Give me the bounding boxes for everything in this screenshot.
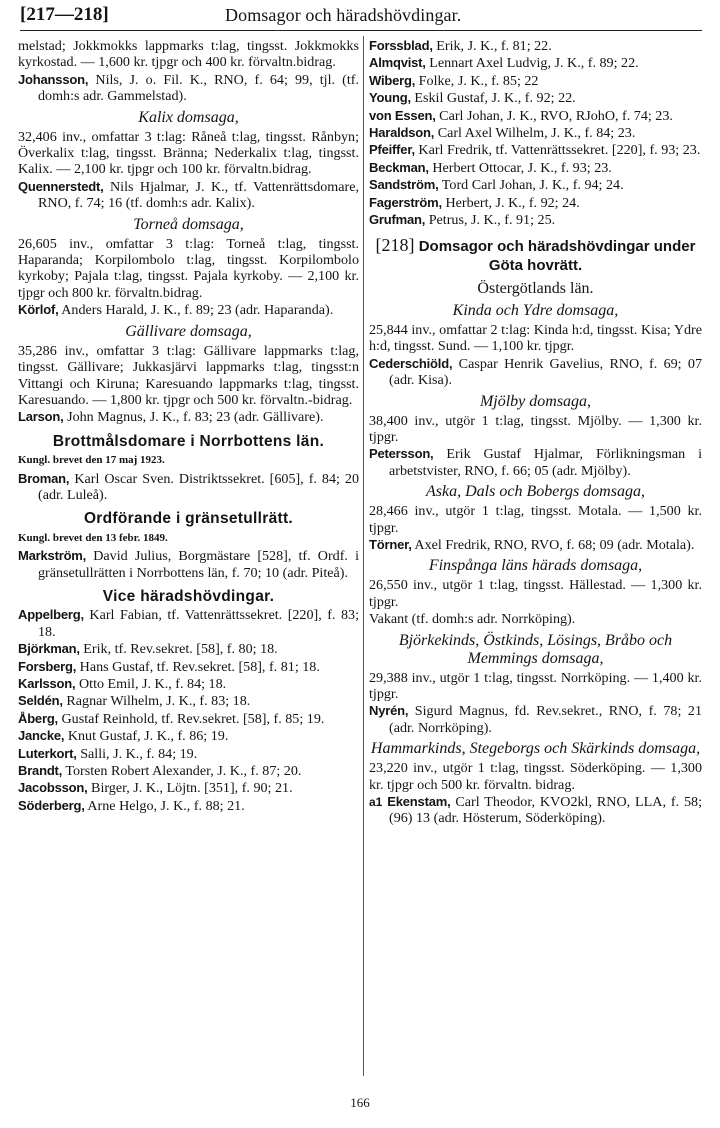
entry-name: Sandström, (369, 177, 439, 193)
entry-text: Caspar Henrik Gavelius, RNO, f. 69; 07 (adr. Kisa). (389, 355, 702, 389)
list-item (18, 798, 359, 814)
section-text: 32,406 inv., omfattar 3 t:lag: Råneå t:lag, tingsst. Rånbyn; Överkalix t:lag, tingsst. Bränna; Nederkalix t:lag, tingsst. Kalix. — 2,100 kr. tjpgr och 100 kr. förvaltn.bidrag. (18, 128, 359, 178)
entry-text: Eskil Gustaf, J. K., f. 92; 22. (410, 90, 576, 107)
entry-name: Brandt, (18, 763, 63, 779)
entry-text: Ragnar Wilhelm, J. K., f. 83; 18. (62, 693, 251, 710)
section-text: 25,844 inv., omfattar 2 t:lag: Kinda h:d, tingsst. Kisa; Ydre h:d, tingsst. Sund. — 1,100 kr. tjpgr. (369, 321, 702, 355)
list-item (369, 108, 702, 124)
list-item (18, 728, 359, 744)
entry-name: Körlof, (18, 302, 59, 318)
entry-name: Broman, (18, 470, 70, 486)
page-number: 166 (350, 1095, 370, 1110)
column-divider (363, 36, 364, 1076)
entry-text: Nils Hjalmar, J. K., tf. Vattenrättsdomare, RNO, f. 74; 16 (tf. domh:s adr. Kalix). (38, 178, 359, 212)
entry (18, 179, 359, 212)
county-heading: Östergötlands län. (477, 280, 594, 298)
entry-text: melstad; Jokkmokks lappmarks t:lag, tingsst. Jokkmokks kyrkostad. — 1,600 kr. tjpgr och 400 kr. förvaltn.bidrag. (18, 38, 359, 71)
list-item (369, 142, 702, 158)
section-heading: Finspånga läns härads domsaga, (428, 557, 643, 575)
list-item (18, 676, 359, 692)
entry-name: Jacobsson, (18, 780, 88, 796)
decree-line: Kungl. brevet den 17 maj 1923. (18, 454, 165, 467)
list-item (369, 73, 702, 89)
bold-heading: Ordförande i gränsetullrätt. (83, 510, 294, 528)
entry-name: Seldén, (18, 693, 63, 709)
chapter-number: [218] (375, 235, 415, 256)
entry-name: Johansson, (18, 71, 89, 87)
entry-text: Arne Helgo, J. K., f. 88; 21. (84, 797, 245, 814)
entry-text: Axel Fredrik, RNO, RVO, f. 68; 09 (adr. Motala). (411, 536, 695, 553)
section-heading: Torneå domsaga, (133, 215, 244, 233)
entry-text: John Magnus, J. K., f. 83; 23 (adr. Gällivare). (63, 409, 324, 426)
bold-heading: Brottmålsdomare i Norrbottens län. (52, 432, 325, 450)
entry (18, 409, 359, 425)
section-heading: Aska, Dals och Bobergs domsaga, (426, 483, 645, 501)
list-item (18, 780, 359, 796)
vice-list (18, 607, 359, 814)
list-item (18, 746, 359, 762)
decree-line: Kungl. brevet den 13 febr. 1849. (18, 531, 168, 544)
list-item (369, 195, 702, 211)
list-item (18, 641, 359, 657)
entry-text: Sigurd Magnus, fd. Rev.sekret., RNO, f. 78; 21 (adr. Norrköping). (389, 703, 702, 736)
entry (369, 537, 702, 553)
entry-name: Cederschiöld, (369, 355, 453, 371)
entry-text: Otto Emil, J. K., f. 84; 18. (75, 676, 227, 692)
entry-text: Herbert, J. K., f. 92; 24. (441, 194, 580, 211)
entry-text: Torsten Robert Alexander, J. K., f. 87; 20. (62, 763, 302, 780)
entry-name: Åberg, (18, 710, 58, 726)
section-heading: Kinda och Ydre domsaga, (452, 301, 619, 319)
entry-text: Knut Gustaf, J. K., f. 86; 19. (64, 728, 229, 745)
list-item (18, 607, 359, 640)
list-item (369, 212, 702, 228)
entry-text: Salli, J. K., f. 84; 19. (76, 745, 198, 762)
entry-text: Tord Carl Johan, J. K., f. 94; 24. (438, 177, 624, 194)
section-text: 29,388 inv., utgör 1 t:lag, tingsst. Norrköping. — 1,400 kr. tjpgr. (369, 669, 702, 702)
entry-text: Erik, tf. Rev.sekret. [58], f. 80; 18. (79, 641, 278, 658)
section-heading: Mjölby domsaga, (479, 392, 592, 410)
entry (369, 703, 702, 736)
section-heading: Hammarkinds, Stegeborgs och Skärkinds domsaga, (370, 740, 701, 758)
entry-text: Karl Fredrik, tf. Vattenrättssekret. [220], f. 93; 23. (414, 142, 701, 159)
section-text: 28,466 inv., utgör 1 t:lag, tingsst. Motala. — 1,500 kr. tjpgr. (369, 503, 702, 536)
entry-text: Erik, J. K., f. 81; 22. (432, 38, 552, 54)
entry-name: Nyrén, (369, 703, 409, 719)
entry-name: Ekenstam, (387, 794, 451, 809)
entry-name: Karlsson, (18, 676, 76, 691)
entry-name: Pfeiffer, (369, 142, 415, 158)
vice-list-continued (369, 38, 702, 228)
chapter-title: Domsagor och häradshövdingar under Göta hovrätt. (418, 238, 696, 275)
entry (369, 446, 702, 479)
list-item (18, 711, 359, 727)
entry-text: Karl Oscar Sven. Distriktssekret. [605], f. 84; 20 (adr. Luleå). (38, 470, 359, 503)
list-item (369, 177, 702, 193)
bold-heading: Vice häradshövdingar. (102, 587, 275, 605)
entry-text: Petrus, J. K., f. 91; 25. (425, 212, 556, 229)
vacancy-note: Vakant (tf. domh:s adr. Norrköping). (369, 611, 576, 628)
entry-text: Carl Theodor, KVO2kl, RNO, LLA, f. 58; (96) 13 (adr. Hösterum, Söderköping). (389, 794, 702, 827)
entry-name: Fagerström, (369, 194, 442, 210)
entry (369, 794, 702, 827)
section-text: 35,286 inv., omfattar 3 t:lag: Gällivare lappmarks t:lag, tingsst. Gällivare; Jukkasjärvi lappmarks t:lag, tingsst:n Vittangi och Kiruna; Karesuando lappmarks t:lag, tingsst. Karesuando. — 1,800 kr. tjpgr och 500 kr. förvaltn.-bidrag. (18, 342, 359, 408)
entry-name: Luterkort, (18, 745, 77, 761)
entry-name: Petersson, (369, 446, 434, 462)
entry-name: Young, (369, 90, 411, 106)
running-title: Domsagor och häradshövdingar. (225, 5, 462, 25)
entry (18, 471, 359, 504)
entry-name: Grufman, (369, 212, 426, 228)
section-heading: Gällivare domsaga, (125, 322, 252, 340)
entry-text: Gustaf Reinhold, tf. Rev.sekret. [58], f. 85; 19. (57, 710, 325, 727)
section-text: 26,550 inv., utgör 1 t:lag, tingsst. Hällestad. — 1,300 kr. tjpgr. (369, 577, 702, 610)
page-range: [217—218] (20, 4, 109, 25)
list-item (369, 125, 702, 141)
entry-name: Söderberg, (18, 797, 85, 813)
entry-name: Quennerstedt, (18, 178, 104, 194)
entry-text: Birger, J. K., Löjtn. [351], f. 90; 21. (87, 780, 293, 797)
entry-text: Karl Fabian, tf. Vattenrättssekret. [220], f. 83; 18. (38, 607, 359, 640)
entry-name: Almqvist, (369, 55, 426, 71)
entry-text: Erik Gustaf Hjalmar, Förlikningsman i arbetstvister, RNO, f. 66; 05 (adr. Mjölby). (389, 446, 702, 479)
entry-prefix: a1 (369, 795, 383, 809)
list-item (18, 659, 359, 675)
section-text: 26,605 inv., omfattar 3 t:lag: Torneå t:lag, tingsst. Haparanda; Korpilombolo t:lag, tingsst. Korpilombolo kyrkoby; Pajala t:lag, tingsst. Pajala kyrkoby. — 2,100 kr. tjpgr och 800 kr. förvaltn.bidrag. (18, 235, 359, 301)
entry-name: Törner, (369, 536, 412, 552)
page-header (20, 2, 702, 31)
entry-name: Björkman, (18, 641, 80, 657)
entry-text: Nils, J. o. Fil. K., RNO, f. 64; 99, tjl. (tf. domh:s adr. Gammelstad). (38, 71, 359, 105)
entry-text: Herbert Ottocar, J. K., f. 93; 23. (428, 159, 612, 176)
entry-name: Wiberg, (369, 72, 416, 88)
entry-name: Haraldson, (369, 125, 435, 141)
entry (18, 548, 359, 581)
entry (18, 302, 359, 318)
entry-text: Folke, J. K., f. 85; 22 (415, 72, 539, 89)
section-text: 23,220 inv., utgör 1 t:lag, tingsst. Söderköping. — 1,300 kr. tjpgr och 500 kr. förvaltn. bidrag. (369, 760, 702, 793)
entry-text: Lennart Axel Ludvig, J. K., f. 89; 22. (425, 55, 639, 72)
entry-name: Beckman, (369, 159, 429, 175)
entry-name: von Essen, (369, 107, 436, 123)
entry-name: Appelberg, (18, 607, 84, 623)
list-item (369, 55, 702, 71)
entry-text: Carl Johan, J. K., RVO, RJohO, f. 74; 23. (435, 107, 673, 124)
entry-name: Forssblad, (369, 38, 433, 53)
section-text: 38,400 inv., utgör 1 t:lag, tingsst. Mjölby. — 1,300 kr. tjpgr. (369, 412, 702, 445)
entry-text: Carl Axel Wilhelm, J. K., f. 84; 23. (434, 125, 636, 142)
chapter-heading (369, 236, 702, 275)
entry-name: Larson, (18, 409, 64, 425)
entry-text: Hans Gustaf, tf. Rev.sekret. [58], f. 81; 18. (76, 658, 320, 675)
list-item (369, 90, 702, 106)
entry-name: Forsberg, (18, 658, 77, 674)
entry-text: David Julius, Borgmästare [528], tf. Ordf. i gränsetullrätten i Norrbottens län, f. 70; 10 (adr. Piteå). (38, 548, 359, 581)
list-item (18, 763, 359, 779)
entry-text: Anders Harald, J. K., f. 89; 23 (adr. Haparanda). (58, 302, 334, 319)
section-heading: Kalix domsaga, (138, 108, 239, 126)
list-item (369, 160, 702, 176)
right-column (369, 38, 702, 828)
list-item (369, 38, 702, 54)
left-column (18, 38, 359, 815)
entry (369, 356, 702, 389)
entry (18, 72, 359, 105)
section-heading: Björkekinds, Östkinds, Lösings, Bråbo och Memmings domsaga, (398, 631, 673, 667)
entry-name: Jancke, (18, 728, 65, 744)
entry-name: Markström, (18, 548, 87, 564)
list-item (18, 693, 359, 709)
